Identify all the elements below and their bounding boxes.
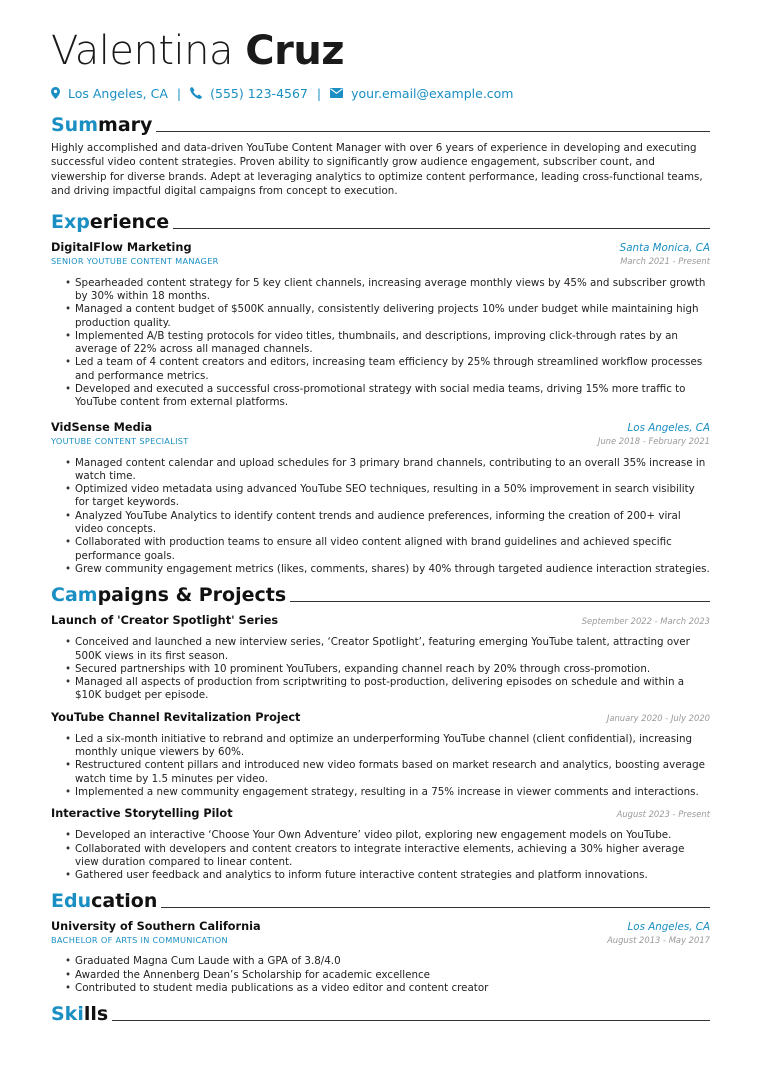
list-item: • Analyzed YouTube Analytics to identify content trends and audience preferences, informing the creation of 200+ viral video concepts. — [65, 510, 710, 537]
contact-email[interactable] — [330, 86, 513, 101]
section-title — [51, 211, 169, 233]
section-title — [51, 890, 157, 912]
project-title: Launch of 'Creator Spotlight' Series — [51, 614, 279, 628]
candidate-name — [51, 28, 710, 74]
employer-location: Los Angeles, CA — [627, 421, 710, 434]
school-location: Los Angeles, CA — [627, 921, 710, 934]
section-title — [51, 584, 286, 606]
list-item: • Led a six-month initiative to rebrand and optimize an underperforming YouTube channel (client confidential), increasing monthly unique viewers by 60%. — [65, 733, 710, 760]
list-item: • Managed all aspects of production from scriptwriting to post-production, delivering episodes on schedule and within a $10K budget per episode. — [65, 676, 710, 703]
section-rule — [161, 907, 710, 908]
school-name: University of Southern California — [51, 920, 261, 934]
job-title: SENIOR YOUTUBE CONTENT MANAGER — [51, 255, 219, 266]
list-item: • Conceived and launched a new interview series, ‘Creator Spotlight’, featuring emerging YouTube talent, attracting over 500K views in its first season. — [65, 636, 710, 663]
list-item: • Collaborated with developers and content creators to integrate interactive elements, achieving a 30% higher average view duration compared to linear content. — [65, 843, 710, 870]
list-item: • Led a team of 4 content creators and editors, increasing team efficiency by 25% through streamlined workflow processes and performance metrics. — [65, 356, 710, 383]
employer-location: Santa Monica, CA — [619, 241, 710, 254]
bullet-list — [65, 636, 710, 702]
section-title-accent: Cam — [51, 584, 98, 607]
job-dates: March 2021 - Present — [620, 255, 710, 266]
summary-heading — [51, 110, 710, 136]
list-item: • Secured partnerships with 10 prominent YouTubers, expanding channel reach by 20% through cross-promotion. — [65, 663, 710, 676]
location-text: Los Angeles, CA — [68, 85, 168, 101]
resume-page — [51, 28, 710, 1025]
job-title: YOUTUBE CONTENT SPECIALIST — [51, 435, 189, 446]
list-item: • Developed and executed a successful cross-promotional strategy with social media teams, driving 15% more traffic to YouTube content from external platforms. — [65, 383, 710, 410]
bullet-list — [65, 733, 710, 799]
summary-text: Highly accomplished and data-driven YouTube Content Manager with over 6 years of experience in developing and executing successful video content strategies. Proven ability to significantly grow audience engagement, subscriber count, and viewership for diverse brands. Adept at leveraging analytics to optimize content performance, leading cross-functional teams, and driving impactful digital campaigns from concept to execution. — [51, 142, 703, 198]
contact-separator: | — [316, 85, 322, 101]
project-entry — [51, 613, 710, 702]
bullet-list — [65, 829, 710, 882]
list-item: • Optimized video metadata using advanced YouTube SEO techniques, resulting in a 50% improvement in search visibility for target keywords. — [65, 483, 710, 510]
project-title: YouTube Channel Revitalization Project — [51, 710, 301, 724]
skills-heading — [51, 999, 710, 1025]
education-heading — [51, 886, 710, 912]
project-dates: January 2020 - July 2020 — [606, 712, 710, 723]
project-dates: August 2023 - Present — [616, 809, 710, 820]
last-name: Cruz — [245, 28, 345, 74]
bullet-list — [65, 457, 710, 577]
phone-text: (555) 123-4567 — [210, 85, 308, 101]
section-title-rest: cation — [91, 890, 158, 913]
experience-entry — [51, 420, 710, 577]
first-name: Valentina — [51, 28, 234, 74]
section-rule — [173, 228, 710, 229]
education-dates: August 2013 - May 2017 — [607, 935, 710, 946]
project-title: Interactive Storytelling Pilot — [51, 807, 233, 821]
email-text: your.email@example.com — [351, 85, 514, 101]
job-dates: June 2018 - February 2021 — [597, 435, 710, 446]
contact-line — [51, 82, 710, 104]
section-title-accent: Exp — [51, 210, 90, 233]
bullet-list — [65, 277, 710, 410]
section-title — [51, 114, 152, 136]
list-item: • Awarded the Annenberg Dean’s Scholarship for academic excellence — [65, 969, 710, 982]
envelope-icon — [330, 88, 343, 98]
employer-name: VidSense Media — [51, 420, 153, 434]
section-rule — [290, 601, 710, 602]
section-rule — [156, 131, 710, 132]
phone-icon — [190, 87, 202, 99]
section-title-accent: Sum — [51, 114, 99, 136]
employer-name: DigitalFlow Marketing — [51, 240, 192, 254]
bullet-list — [65, 955, 710, 995]
map-pin-icon — [51, 87, 60, 99]
section-title-rest: mary — [98, 114, 153, 136]
list-item: • Gathered user feedback and analytics to inform future interactive content strategies and platform innovations. — [65, 869, 710, 882]
section-title-accent: Edu — [51, 890, 92, 913]
list-item: • Collaborated with production teams to ensure all video content aligned with brand guidelines and achieved specific performance goals. — [65, 536, 710, 563]
section-title-accent: Ski — [51, 1003, 84, 1026]
section-title-rest: paigns & Projects — [97, 584, 287, 607]
list-item: • Contributed to student media publications as a video editor and content creator — [65, 982, 710, 995]
contact-location — [51, 86, 168, 101]
list-item: • Restructured content pillars and introduced new video formats based on market research and analytics, boosting average watch time by 1.5 minutes per video. — [65, 759, 710, 786]
list-item: • Grew community engagement metrics (likes, comments, shares) by 40% through targeted audience interaction strategies. — [65, 563, 710, 576]
experience-entry — [51, 240, 710, 410]
list-item: • Implemented a new community engagement strategy, resulting in a 75% increase in viewer comments and interactions. — [65, 786, 710, 799]
experience-heading — [51, 207, 710, 233]
degree-title: BACHELOR OF ARTS IN COMMUNICATION — [51, 935, 228, 946]
section-rule — [112, 1020, 710, 1021]
contact-phone[interactable] — [190, 86, 308, 101]
list-item: • Graduated Magna Cum Laude with a GPA of 3.8/4.0 — [65, 955, 710, 968]
project-entry — [51, 806, 710, 882]
list-item: • Implemented A/B testing protocols for video titles, thumbnails, and descriptions, improving click-through rates by an average of 22% across all managed channels. — [65, 330, 710, 357]
list-item: • Spearheaded content strategy for 5 key client channels, increasing average monthly views by 45% and subscriber growth by 30% within 18 months. — [65, 277, 710, 304]
section-title-rest: erience — [89, 210, 170, 233]
list-item: • Managed a content budget of $500K annually, consistently delivering projects 10% under budget while maintaining high production quality. — [65, 303, 710, 330]
contact-separator: | — [176, 85, 182, 101]
project-entry — [51, 710, 710, 799]
projects-heading — [51, 580, 710, 606]
list-item: • Managed content calendar and upload schedules for 3 primary brand channels, contributing to an overall 35% increase in watch time. — [65, 457, 710, 484]
education-entry — [51, 919, 710, 995]
section-title-rest: lls — [83, 1003, 109, 1026]
list-item: • Developed an interactive ‘Choose Your Own Adventure’ video pilot, exploring new engagement models on YouTube. — [65, 829, 710, 842]
section-title — [51, 1003, 108, 1025]
project-dates: September 2022 - March 2023 — [581, 616, 710, 627]
